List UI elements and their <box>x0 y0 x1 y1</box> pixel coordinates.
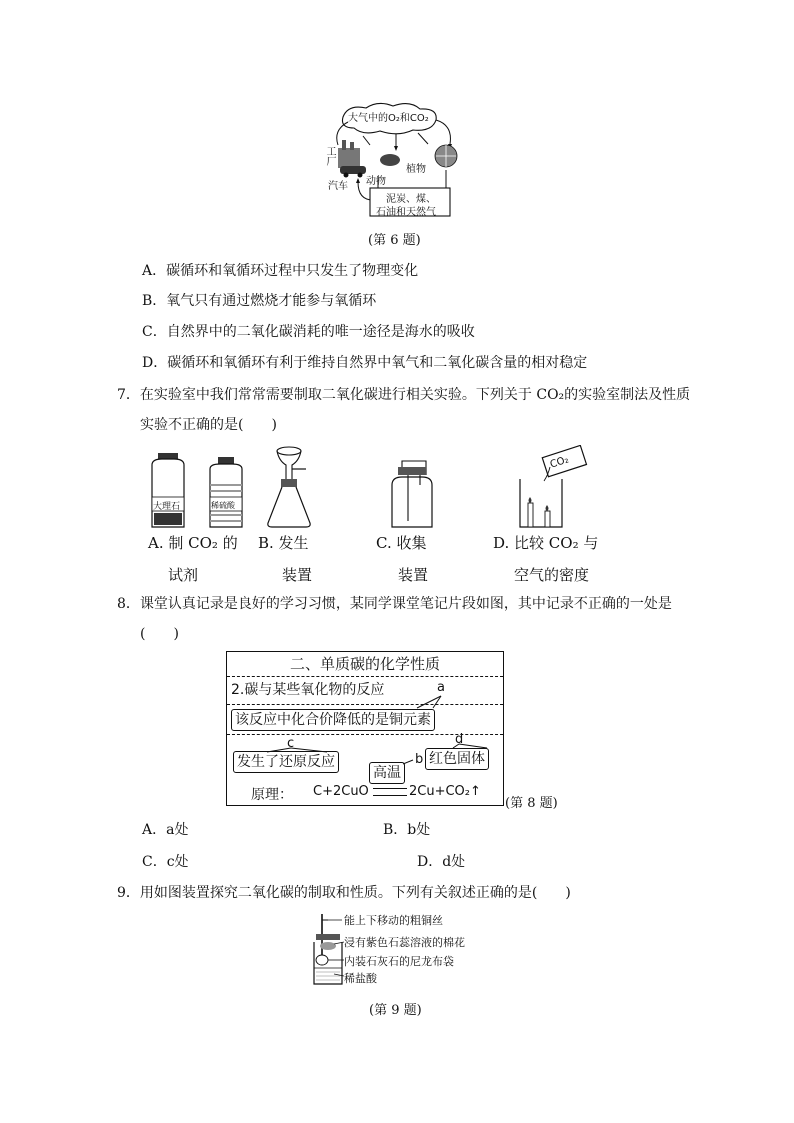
fuel-label-line1: 泥炭、煤、 <box>386 194 436 205</box>
plant-label: 植物 <box>406 164 426 175</box>
q6-option-c: C．自然界中的二氧化碳消耗的唯一途径是海水的吸收 <box>142 324 475 340</box>
note-callout-lines <box>227 652 503 805</box>
note-box-a: 该反应中化合价降低的是铜元素 <box>231 709 435 731</box>
q7-option-c-line1: C. 收集 <box>376 534 427 552</box>
q8-stem: 8．课堂认真记录是良好的学习习惯，某同学课堂笔记片段如图，其中记录不正确的一处是 <box>117 596 672 612</box>
q8-caption: (第 8 题) <box>505 796 558 811</box>
beaker-co2-label: CO₂ <box>548 454 571 471</box>
car-label: 汽车 <box>328 181 348 192</box>
q6-option-b: B．氧气只有通过燃烧才能参与氧循环 <box>142 293 377 309</box>
animal-label: 动物 <box>366 176 386 187</box>
bottle1-label: 大理石 <box>153 502 181 512</box>
note-box-c: 发生了还原反应 <box>233 751 339 773</box>
q9-label-nylon-bag: 内装石灰石的尼龙布袋 <box>344 955 454 968</box>
bottle2-label: 稀硫酸 <box>211 501 235 510</box>
q7-option-c-line2: 装置 <box>398 566 429 584</box>
factory-label: 工厂 <box>324 146 335 166</box>
note-eq-left: C+2CuO <box>313 784 369 799</box>
note-eq-right: 2Cu+CO₂↑ <box>409 784 481 799</box>
q9-caption: (第 9 题) <box>369 1003 422 1018</box>
q9-label-acid: 稀盐酸 <box>344 972 377 985</box>
note-label-b: b <box>415 752 424 767</box>
q7-option-a-line1: A. 制 CO₂ 的 <box>148 534 238 552</box>
q6-option-d: D．碳循环和氧循环有利于维持自然界中氧气和二氧化碳含量的相对稳定 <box>142 355 588 371</box>
note-label-d: d <box>455 732 464 747</box>
q9-apparatus-figure <box>308 912 488 987</box>
note-label-a: a <box>437 680 445 695</box>
q9-label-cotton: 浸有紫色石蕊溶液的棉花 <box>344 936 465 949</box>
carbon-oxygen-cycle-diagram <box>318 100 468 220</box>
q6-caption: (第 6 题) <box>368 233 421 248</box>
q7-stem-line2: 实验不正确的是( ) <box>140 417 277 433</box>
q8-option-d: D．d处 <box>417 854 466 870</box>
q8-option-a: A．a处 <box>142 822 189 838</box>
q7-stem-line1: 7．在实验室中我们常常需要制取二氧化碳进行相关实验。下列关于 CO₂的实验室制法及性质 <box>117 387 691 403</box>
q8-option-c: C．c处 <box>142 854 189 870</box>
q7-option-d-line2: 空气的密度 <box>514 566 590 584</box>
note-label-c: c <box>287 736 295 751</box>
cycle-top-label: 大气中的O₂和CO₂ <box>348 113 429 124</box>
q9-label-copper-wire: 能上下移动的粗铜丝 <box>344 914 443 927</box>
q7-option-d-line1: D. 比较 CO₂ 与 <box>493 534 599 552</box>
note-principle-label: 原理： <box>251 787 293 803</box>
q9-stem: 9．用如图装置探究二氧化碳的制取和性质。下列有关叙述正确的是( ) <box>117 885 571 901</box>
q7-apparatus-figure <box>140 445 620 530</box>
q8-note-box <box>226 651 504 806</box>
note-subtitle: 2.碳与某些氧化物的反应 <box>231 682 385 698</box>
q7-option-b-line2: 装置 <box>282 566 313 584</box>
q7-option-b-line1: B. 发生 <box>258 534 309 552</box>
note-title: 二、单质碳的化学性质 <box>289 655 440 673</box>
note-box-b: 高温 <box>369 762 405 784</box>
q8-option-b: B．b处 <box>383 822 431 838</box>
fuel-label-line2: 石油和天然气 <box>376 207 436 218</box>
note-box-d: 红色固体 <box>425 748 489 770</box>
q7-option-a-line2: 试剂 <box>168 566 199 584</box>
q7-apparatus-svg <box>140 445 620 530</box>
q8-paren: ( ) <box>140 626 179 642</box>
q6-option-a: A．碳循环和氧循环过程中只发生了物理变化 <box>142 263 419 279</box>
